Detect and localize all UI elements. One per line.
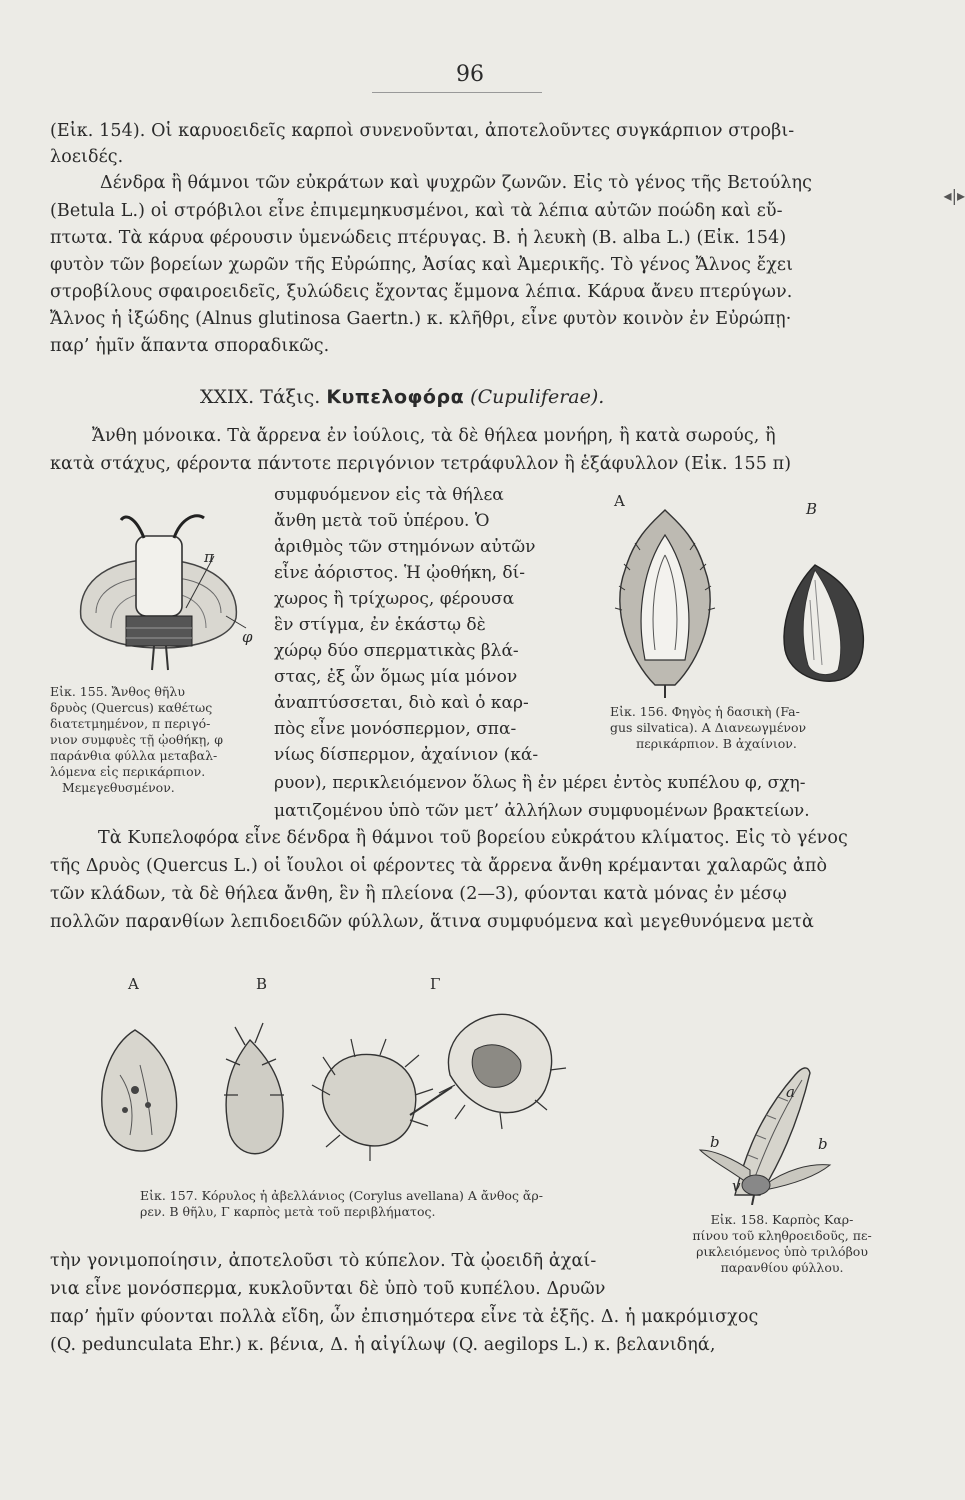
column-line: συμφυόμενον εἰς τὰ θήλεα: [274, 485, 504, 505]
figure-156: [600, 490, 900, 700]
text-line: Ἄλνος ἡ ἰξώδης (Alnus glutinosa Gaertn.) κ. κλῆθρι, εἶνε φυτὸν κοινὸν ἐν Εὐρώπῃ·: [50, 309, 792, 329]
fig158-label-b2: b: [818, 1135, 828, 1153]
column-line: στας, ἐξ ὧν ὅμως μία μόνον: [274, 667, 518, 687]
text-line: φυτὸν τῶν βορείων χωρῶν τῆς Εὐρώπης, Ἀσίας καὶ Ἀμερικῆς. Τὸ γένος Ἄλνος ἔχει: [50, 255, 794, 275]
fig156-label-a: A: [614, 492, 625, 510]
caption-line: Εἰκ. 155. Ἄνθος θῆλυ: [50, 684, 185, 699]
text-line: τῆς Δρυὸς (Quercus L.) οἱ ἴουλοι οἱ φέροντες τὰ ἄρρενα ἄνθη κρέμανται χαλαρῶς ἀπὸ: [50, 856, 828, 876]
caption-line: λόμενα εἰς περικάρπιον.: [50, 764, 206, 779]
text-line: κατὰ στάχυς, φέροντα πάντοτε περιγόνιον τετράφυλλον ἢ ἑξάφυλλον (Εἰκ. 155 π): [50, 454, 792, 474]
text-line: (Εἰκ. 154). Οἱ καρυοειδεῖς καρποὶ συνενοῦνται, ἀποτελοῦντες συγκάρπιον στροβι-: [50, 121, 795, 141]
fig158-label-v: v: [732, 1177, 741, 1195]
text-line: τῶν κλάδων, τὰ δὲ θήλεα ἄνθη, ἓν ἢ πλείονα (2—3), φύονται κατὰ μόνας ἐν μέσῳ: [50, 884, 787, 904]
figure-158: [690, 1055, 890, 1205]
fig158-caption: [672, 1212, 892, 1276]
fig156-caption: [610, 704, 910, 752]
fig155-label-pi: π: [204, 548, 214, 566]
column-line: ματιζομένου ὑπὸ τῶν μετ’ ἀλλήλων συμφυομένων βρακτείων.: [274, 801, 810, 821]
hornbeam-fruit-illustration: [690, 1055, 890, 1205]
caption-line: διατετμημένον, π περιγό-: [50, 716, 211, 731]
caption-line: ρικλειόμενος ὑπὸ τριλόβου: [696, 1244, 868, 1259]
fig157-label-a: A: [128, 975, 139, 993]
text-line: νια εἶνε μονόσπερμα, κυκλοῦνται δὲ ὑπὸ τοῦ κυπέλου. Δρυῶν: [50, 1279, 606, 1299]
caption-line: Εἰκ. 158. Καρπὸς Καρ-: [710, 1212, 854, 1227]
text-line: πολλῶν παρανθίων λεπιδοειδῶν φύλλων, ἅτινα συμφυόμενα καὶ μεγεθυνόμενα μετὰ: [50, 912, 814, 932]
section-number: XXIX. Τάξις.: [200, 386, 321, 408]
caption-line: πίνου τοῦ κληθροειδοῦς, πε-: [692, 1228, 872, 1243]
column-line: εἶνε ἀόριστος. Ἡ ᾠοθήκη, δί-: [274, 563, 526, 583]
fig155-label-phi: φ: [242, 628, 253, 646]
margin-mark: ◂|▸: [943, 186, 965, 205]
figure-155: [56, 498, 266, 678]
figure-157: [80, 975, 620, 1175]
column-line: ἓν στίγμα, ἐν ἑκάστῳ δὲ: [274, 615, 486, 635]
column-line: ρυον), περικλειόμενον ὅλως ἢ ἐν μέρει ἐντὸς κυπέλου φ, σχη-: [274, 773, 806, 793]
page-number: 96: [456, 62, 484, 87]
section-heading: [200, 386, 604, 408]
column-line: ἄνθη μετὰ τοῦ ὑπέρου. Ὁ: [274, 511, 490, 531]
caption-line: ρεν. Β θῆλυ, Γ καρπὸς μετὰ τοῦ περιβλήματος.: [140, 1204, 436, 1219]
fig157-caption: [140, 1188, 660, 1220]
text-line: Δένδρα ἢ θάμνοι τῶν εὐκράτων καὶ ψυχρῶν ζωνῶν. Εἰς τὸ γένος τῆς Βετούλης: [100, 173, 813, 193]
caption-line: Εἰκ. 156. Φηγὸς ἡ δασικὴ (Fa-: [610, 704, 800, 719]
fig158-label-b1: b: [710, 1133, 720, 1151]
text-line: Τὰ Κυπελοφόρα εἶνε δένδρα ἢ θάμνοι τοῦ βορείου εὐκράτου κλίματος. Εἰς τὸ γένος: [98, 828, 848, 848]
section-name: Κυπελοφόρα: [326, 386, 465, 408]
beech-fruit-illustration: [600, 490, 900, 700]
section-latin: (Cupuliferae).: [470, 386, 605, 408]
text-line: παρ’ ἡμῖν ἅπαντα σποραδικῶς.: [50, 336, 330, 356]
caption-line: περικάρπιον. Β ἀχαίνιον.: [636, 736, 797, 751]
fig155-caption: [50, 684, 270, 796]
text-line: (Q. pedunculata Ehr.) κ. βένια, Δ. ἡ αἰγίλωψ (Q. aegilops L.) κ. βελανιδηά,: [50, 1335, 716, 1355]
caption-line: παρανθίου φύλλου.: [720, 1260, 844, 1275]
header-rule: [372, 92, 542, 93]
caption-line: Μεμεγεθυσμένον.: [62, 780, 175, 795]
text-line: παρ’ ἡμῖν φύονται πολλὰ εἴδη, ὧν ἐπισημότερα εἶνε τὰ ἑξῆς. Δ. ἡ μακρόμισχος: [50, 1307, 759, 1327]
text-line: (Betula L.) οἱ στρόβιλοι εἶνε ἐπιμεμηκυσμένοι, καὶ τὰ λέπια αὐτῶν ποώδη καὶ εὔ-: [50, 201, 783, 221]
hazel-illustration: [80, 995, 620, 1175]
column-line: νίως δίσπερμον, ἀχαίνιον (κά-: [274, 745, 539, 765]
caption-line: δρυὸς (Quercus) καθέτως: [50, 700, 213, 715]
fig158-label-a: a: [786, 1083, 795, 1101]
caption-line: νιον συμφυὲς τῇ ᾠοθήκῃ, φ: [50, 732, 223, 747]
caption-line: παράνθια φύλλα μεταβαλ-: [50, 748, 218, 763]
text-line: Ἄνθη μόνοικα. Τὰ ἄρρενα ἐν ἰούλοις, τὰ δὲ θήλεα μονήρη, ἢ κατὰ σωρούς, ἢ: [92, 426, 776, 446]
text-line: λοειδές.: [50, 147, 124, 167]
column-line: ἀναπτύσσεται, διὸ καὶ ὁ καρ-: [274, 693, 529, 713]
column-line: χωρος ἢ τρίχωρος, φέρουσα: [274, 589, 515, 609]
fig157-label-g: Γ: [430, 975, 441, 993]
column-line: χώρῳ δύο σπερματικὰς βλά-: [274, 641, 519, 661]
oak-flower-section-illustration: [56, 498, 266, 678]
caption-line: Εἰκ. 157. Κόρυλος ἡ ἀβελλάνιος (Corylus avellana) Α ἄνθος ἄρ-: [140, 1188, 543, 1203]
text-line: τὴν γονιμοποίησιν, ἀποτελοῦσι τὸ κύπελον. Τὰ ᾠοειδῆ ἀχαί-: [50, 1251, 597, 1271]
fig157-label-b: B: [256, 975, 268, 993]
text-line: στροβίλους σφαιροειδεῖς, ξυλώδεις ἔχοντας ἔμμονα λέπια. Κάρυα ἄνευ πτερύγων.: [50, 282, 793, 302]
fig156-label-b: B: [806, 500, 818, 518]
column-line: ἀριθμὸς τῶν στημόνων αὐτῶν: [274, 537, 536, 557]
caption-line: gus silvatica). Α Διανεωγμένον: [610, 720, 807, 735]
column-line: πὸς εἶνε μονόσπερμον, σπα-: [274, 719, 517, 739]
text-line: πτωτα. Τὰ κάρυα φέρουσιν ὑμενώδεις πτέρυγας. Β. ἡ λευκὴ (Β. alba L.) (Εἰκ. 154): [50, 228, 787, 248]
